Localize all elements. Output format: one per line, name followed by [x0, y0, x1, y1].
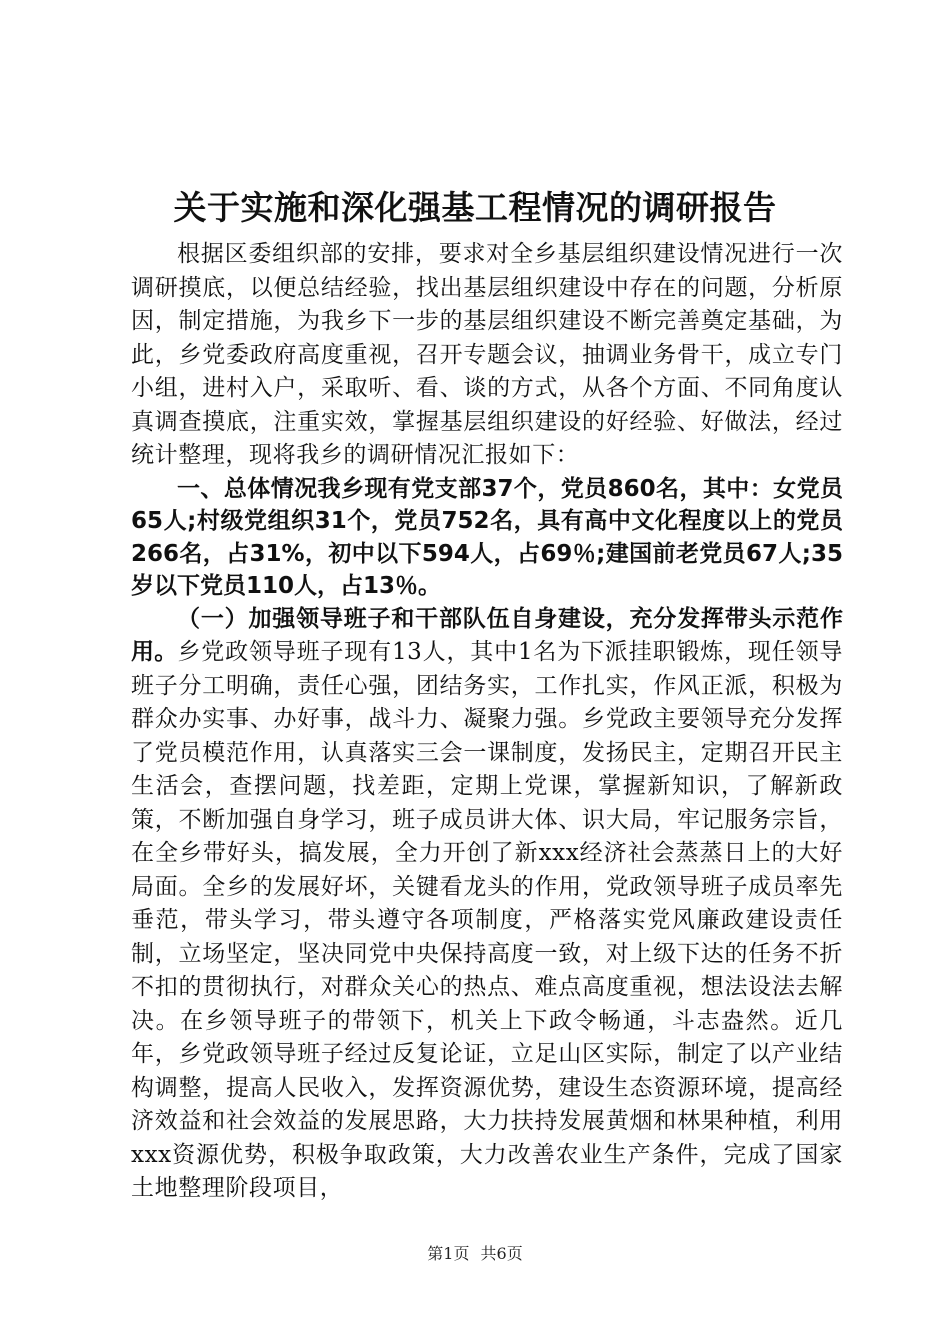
section-one-heading: （一）加强领导班子和干部队伍自身建设，充分发挥带头示范作用。 [131, 605, 843, 665]
intro-paragraph: 根据区委组织部的安排，要求对全乡基层组织建设情况进行一次调研摸底，以便总结经验，找出基层组织建设中存在的问题，分析原因，制定措施，为我乡下一步的基层组织建设不断完善奠定基础，为此，乡党委政府高度重视，召开专题会议，抽调业务骨干，成立专门小组，进村入户，采取听、看、谈的方式，从各个方面、不同角度认真调查摸底，注重实效，掌握基层组织建设的好经验、好做法，经过统计整理，现将我乡的调研情况汇报如下： [131, 241, 843, 468]
overview-paragraph: 一、总体情况我乡现有党支部37个，党员860名，其中：女党员65人;村级党组织31个，党员752名，具有高中文化程度以上的党员266名，占31%，初中以下594人，占69％;建国前老党员67人;35岁以下党员110人，占13％。 [131, 475, 843, 599]
document-body [131, 238, 843, 1206]
page-total: 共6页 [480, 1244, 523, 1263]
page-number: 第1页 [427, 1244, 470, 1263]
section-one-paragraph [131, 603, 843, 1206]
page-title: 关于实施和深化强基工程情况的调研报告 [173, 188, 777, 227]
page-footer [0, 1243, 950, 1265]
section-one-text: 乡党政领导班子现有13人，其中1名为下派挂职锻炼，现任领导班子分工明确，责任心强，团结务实，工作扎实，作风正派，积极为群众办实事、办好事，战斗力、凝聚力强。乡党政主要领导充分发挥了党员模范作用，认真落实三会一课制度，发扬民主，定期召开民主生活会，查摆问题，找差距，定期上党课，掌握新知识，了解新政策，不断加强自身学习，班子成员讲大体、识大局，牢记服务宗旨，在全乡带好头，搞发展，全力开创了新xxx经济社会蒸蒸日上的大好局面。全乡的发展好坏，关键看龙头的作用，党政领导班子成员率先垂范，带头学习，带头遵守各项制度，严格落实党风廉政建设责任制，立场坚定，坚决同党中央保持高度一致，对上级下达的任务不折不扣的贯彻执行，对群众关心的热点、难点高度重视，想法设法去解决。在乡领导班子的带领下，机关上下政令畅通，斗志盎然。近几年，乡党政领导班子经过反复论证，立足山区实际，制定了以产业结构调整，提高人民收入，发挥资源优势，建设生态资源环境，提高经济效益和社会效益的发展思路，大力扶持发展黄烟和林果种植，利用xxx资源优势，积极争取政策，大力改善农业生产条件，完成了国家土地整理阶段项目， [131, 639, 843, 1201]
